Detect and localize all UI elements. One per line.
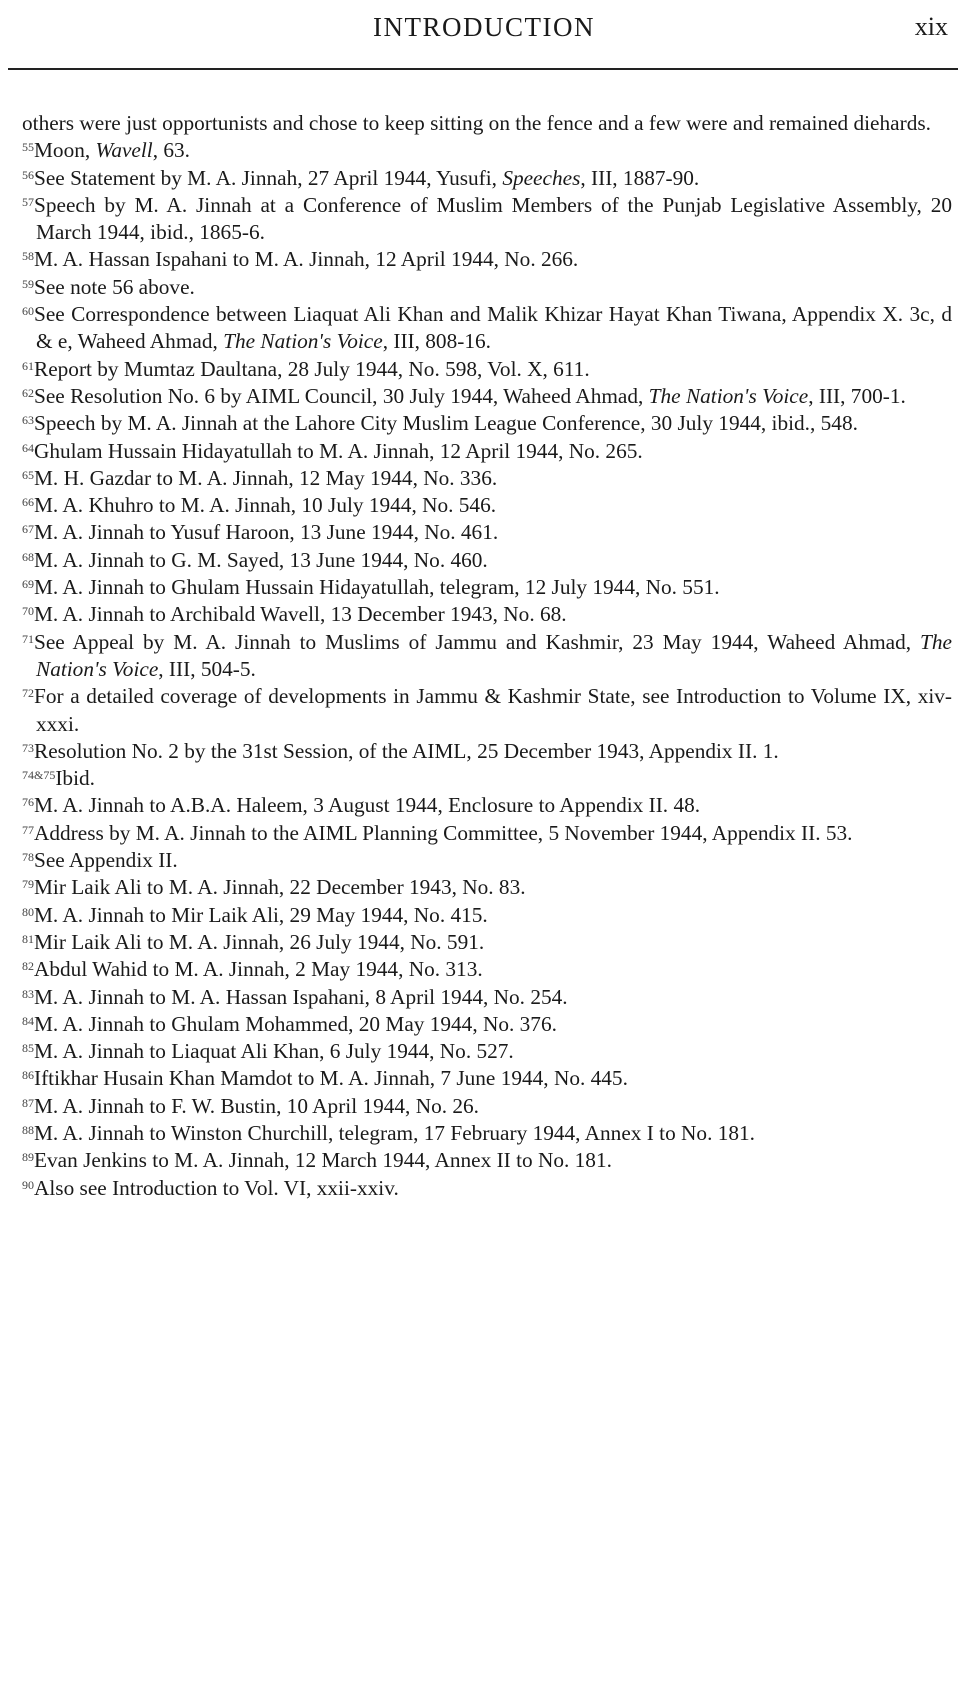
endnote-number: 57 [22,194,34,209]
endnote-text: Speech by M. A. Jinnah at a Conference of Muslim Members of the Punjab Legislative Assembly, 20 March 1944, ibid., 1865-6. [34,192,952,245]
endnote-text: Moon, [34,138,96,163]
endnote-number: 65 [22,467,34,482]
endnote-67 [22,519,952,546]
endnote-63 [22,410,952,437]
endnote-87 [22,1093,952,1120]
endnote-text: See Resolution No. 6 by AIML Council, 30 July 1944, Waheed Ahmad, [34,383,649,408]
endnote-text: M. A. Jinnah to G. M. Sayed, 13 June 1944, No. 460. [34,547,488,572]
endnote-65 [22,465,952,492]
endnote-70 [22,601,952,628]
endnote-number: 69 [22,577,34,592]
endnote-number: 72 [22,686,34,701]
endnote-number: 67 [22,522,34,537]
endnote-number: 55 [22,140,34,155]
endnote-number: 79 [22,877,34,892]
endnote-number: 58 [22,249,34,264]
endnote-text: M. A. Khuhro to M. A. Jinnah, 10 July 1944, No. 546. [34,493,497,518]
endnote-text: M. H. Gazdar to M. A. Jinnah, 12 May 1944, No. 336. [34,465,498,490]
endnote-text: M. A. Jinnah to Winston Churchill, telegram, 17 February 1944, Annex I to No. 181. [34,1120,755,1145]
endnote-number: 61 [22,358,34,373]
endnotes-section [22,110,952,1202]
endnote-text: , III, 700-1. [808,383,906,408]
endnote-number: 59 [22,276,34,291]
endnote-88 [22,1120,952,1147]
endnote-text: Ghulam Hussain Hidayatullah to M. A. Jinnah, 12 April 1944, No. 265. [34,438,643,463]
endnote-81 [22,929,952,956]
endnote-number: 80 [22,904,34,919]
endnote-number: 88 [22,1122,34,1137]
endnote-text: See Appeal by M. A. Jinnah to Muslims of Jammu and Kashmir, 23 May 1944, Waheed Ahmad, [34,629,921,654]
endnote-text: Resolution No. 2 by the 31st Session, of the AIML, 25 December 1943, Appendix II. 1. [34,738,779,763]
endnote-number: 83 [22,986,34,1001]
endnote-text: , 63. [152,138,190,163]
endnote-text: Report by Mumtaz Daultana, 28 July 1944, No. 598, Vol. X, 611. [34,356,590,381]
endnote-text: Iftikhar Husain Khan Mamdot to M. A. Jinnah, 7 June 1944, No. 445. [34,1066,628,1091]
endnote-number: 78 [22,850,34,865]
endnote-title-italic: Wavell [95,138,153,163]
endnote-73 [22,738,952,765]
endnote-82 [22,956,952,983]
endnote-text: , III, 808-16. [382,329,491,354]
running-title: INTRODUCTION [373,12,595,42]
endnote-number: 73 [22,740,34,755]
endnote-66 [22,492,952,519]
endnote-74-75 [22,765,952,792]
endnote-title-italic: The Nation's Voice [223,329,383,354]
endnote-text: See Appendix II. [34,848,178,873]
endnote-number: 68 [22,549,34,564]
endnote-68 [22,547,952,574]
endnote-83 [22,984,952,1011]
endnote-text: Speech by M. A. Jinnah at the Lahore City Muslim League Conference, 30 July 1944, ibid., 548. [34,411,858,436]
endnote-59 [22,274,952,301]
endnote-text: See Statement by M. A. Jinnah, 27 April 1944, Yusufi, [34,165,503,190]
endnote-86 [22,1065,952,1092]
header-rule [8,68,958,70]
endnote-78 [22,847,952,874]
endnote-text: Ibid. [55,766,95,791]
endnote-text: M. A. Jinnah to Mir Laik Ali, 29 May 1944, No. 415. [34,902,488,927]
endnote-number: 81 [22,931,34,946]
endnote-number: 82 [22,959,34,974]
endnote-text: See Correspondence between Liaquat Ali Khan and Malik Khizar Hayat Khan Tiwana, Appendix X. 3c, d & e, Waheed Ahmad, [34,302,952,354]
continuation-paragraph: others were just opportunists and chose to keep sitting on the fence and a few were and remained diehards. [22,111,931,135]
endnote-85 [22,1038,952,1065]
endnote-text: Also see Introduction to Vol. VI, xxii-xxiv. [34,1175,399,1200]
endnote-number: 74&75 [22,768,56,783]
endnote-76 [22,792,952,819]
endnote-text: For a detailed coverage of developments in Jammu & Kashmir State, see Introduction to Volume IX, xiv-xxxi. [34,684,952,736]
endnote-number: 56 [22,167,34,182]
endnote-80 [22,902,952,929]
endnote-60 [22,301,952,356]
running-head [0,8,968,48]
endnote-90 [22,1175,952,1202]
endnote-text: , III, 1887-90. [580,165,700,190]
endnote-text: M. A. Jinnah to Archibald Wavell, 13 December 1943, No. 68. [34,602,567,627]
endnote-57 [22,192,952,247]
endnote-text: , III, 504-5. [158,656,256,681]
endnote-text: Evan Jenkins to M. A. Jinnah, 12 March 1944, Annex II to No. 181. [34,1148,612,1173]
page-number: xix [914,12,948,41]
endnote-61 [22,356,952,383]
endnote-number: 90 [22,1177,34,1192]
endnote-text: Abdul Wahid to M. A. Jinnah, 2 May 1944, No. 313. [34,957,483,982]
endnote-text: Address by M. A. Jinnah to the AIML Planning Committee, 5 November 1944, Appendix II. 53. [34,820,853,845]
endnote-58 [22,246,952,273]
endnote-title-italic: The Nation's Voice [648,383,809,408]
endnote-text: M. A. Jinnah to Liaquat Ali Khan, 6 July 1944, No. 527. [34,1039,514,1064]
endnote-number: 86 [22,1068,34,1083]
endnote-text: M. A. Hassan Ispahani to M. A. Jinnah, 12 April 1944, No. 266. [34,247,579,272]
endnote-72 [22,683,952,738]
endnote-text: Mir Laik Ali to M. A. Jinnah, 26 July 1944, No. 591. [34,929,485,954]
endnote-title-italic: Speeches [502,165,581,190]
endnote-62 [22,383,952,410]
endnote-text: M. A. Jinnah to M. A. Hassan Ispahani, 8 April 1944, No. 254. [34,984,568,1009]
endnote-number: 89 [22,1150,34,1165]
endnote-55 [22,137,952,164]
endnote-number: 64 [22,440,34,455]
endnote-number: 71 [22,631,34,646]
endnote-69 [22,574,952,601]
endnote-number: 63 [22,413,34,428]
endnote-number: 62 [22,385,34,400]
endnote-text: M. A. Jinnah to Ghulam Mohammed, 20 May 1944, No. 376. [34,1011,557,1036]
endnote-text: M. A. Jinnah to F. W. Bustin, 10 April 1944, No. 26. [34,1093,479,1118]
endnote-number: 87 [22,1095,34,1110]
endnote-text: Mir Laik Ali to M. A. Jinnah, 22 December 1943, No. 83. [34,875,526,900]
endnote-84 [22,1011,952,1038]
endnote-number: 76 [22,795,34,810]
endnote-number: 70 [22,604,34,619]
endnote-56 [22,165,952,192]
endnote-text: M. A. Jinnah to Yusuf Haroon, 13 June 1944, No. 461. [34,520,499,545]
endnote-71 [22,629,952,684]
endnote-number: 84 [22,1013,34,1028]
endnote-title-italic: The Nation's Voice [36,629,952,681]
endnote-64 [22,438,952,465]
endnote-number: 60 [22,304,34,319]
endnote-77 [22,820,952,847]
endnote-text: See note 56 above. [34,274,195,299]
endnote-number: 66 [22,495,34,510]
endnote-number: 77 [22,822,34,837]
endnote-89 [22,1147,952,1174]
endnote-text: M. A. Jinnah to Ghulam Hussain Hidayatullah, telegram, 12 July 1944, No. 551. [34,575,720,600]
endnote-79 [22,874,952,901]
endnote-number: 85 [22,1041,34,1056]
endnote-text: M. A. Jinnah to A.B.A. Haleem, 3 August 1944, Enclosure to Appendix II. 48. [34,793,701,818]
